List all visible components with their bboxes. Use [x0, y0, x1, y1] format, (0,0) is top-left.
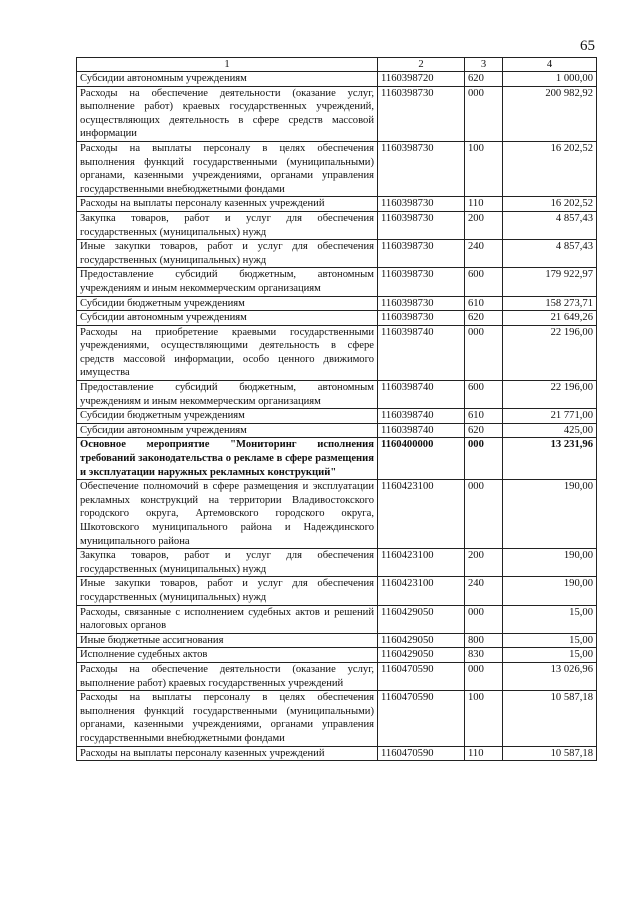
row-code-cell: 1160398730 [378, 268, 465, 296]
row-type-cell: 600 [465, 268, 503, 296]
row-name-cell: Субсидии автономным учреждениям [77, 423, 378, 438]
row-code-cell: 1160398730 [378, 240, 465, 268]
row-code-cell: 1160398740 [378, 325, 465, 380]
row-type-cell: 620 [465, 72, 503, 87]
row-name-cell: Расходы на выплаты персоналу казенных учреждений [77, 746, 378, 761]
row-type-cell: 240 [465, 577, 503, 605]
row-amount-cell: 10 587,18 [503, 746, 597, 761]
table-row [77, 605, 597, 633]
row-amount-cell: 22 196,00 [503, 325, 597, 380]
row-amount-cell: 190,00 [503, 480, 597, 549]
row-code-cell: 1160398740 [378, 381, 465, 409]
table-row [77, 72, 597, 87]
budget-table [76, 57, 597, 761]
row-amount-cell: 158 273,71 [503, 296, 597, 311]
row-type-cell: 200 [465, 211, 503, 239]
row-type-cell: 000 [465, 438, 503, 480]
row-name-cell: Иные бюджетные ассигнования [77, 633, 378, 648]
row-name-cell: Субсидии автономным учреждениям [77, 311, 378, 326]
row-name-cell: Предоставление субсидий бюджетным, автономным учреждениям и иным некоммерческим организациям [77, 268, 378, 296]
table-row [77, 325, 597, 380]
row-code-cell: 1160470590 [378, 691, 465, 746]
row-name-cell: Расходы на обеспечение деятельности (оказание услуг, выполнение работ) краевых государственных учреждений [77, 662, 378, 690]
row-type-cell: 610 [465, 296, 503, 311]
row-type-cell: 000 [465, 605, 503, 633]
row-amount-cell: 15,00 [503, 633, 597, 648]
table-row [77, 648, 597, 663]
page-number: 65 [580, 38, 595, 54]
row-type-cell: 000 [465, 480, 503, 549]
table-row [77, 211, 597, 239]
row-name-cell: Расходы на выплаты персоналу в целях обеспечения выполнения функций государственными (муниципальными) органами, казенными учреждениями, органами управления государственными внебюджетными фондами [77, 691, 378, 746]
row-code-cell: 1160398730 [378, 86, 465, 141]
row-amount-cell: 200 982,92 [503, 86, 597, 141]
row-type-cell: 620 [465, 423, 503, 438]
table-row [77, 197, 597, 212]
row-code-cell: 1160398730 [378, 311, 465, 326]
row-name-cell: Иные закупки товаров, работ и услуг для обеспечения государственных (муниципальных) нужд [77, 240, 378, 268]
table-row [77, 746, 597, 761]
row-name-cell: Субсидии бюджетным учреждениям [77, 409, 378, 424]
row-amount-cell: 190,00 [503, 577, 597, 605]
row-type-cell: 000 [465, 86, 503, 141]
row-code-cell: 1160398720 [378, 72, 465, 87]
header-amount-column: 4 [503, 58, 597, 72]
table-row [77, 311, 597, 326]
row-type-cell: 800 [465, 633, 503, 648]
row-code-cell: 1160398740 [378, 409, 465, 424]
row-name-cell: Предоставление субсидий бюджетным, автономным учреждениям и иным некоммерческим организациям [77, 381, 378, 409]
row-code-cell: 1160429050 [378, 633, 465, 648]
row-amount-cell: 4 857,43 [503, 240, 597, 268]
table-row [77, 240, 597, 268]
table-row [77, 381, 597, 409]
row-name-cell: Исполнение судебных актов [77, 648, 378, 663]
row-amount-cell: 21 771,00 [503, 409, 597, 424]
table-row [77, 268, 597, 296]
table-row [77, 549, 597, 577]
table-row [77, 480, 597, 549]
row-type-cell: 240 [465, 240, 503, 268]
row-code-cell: 1160423100 [378, 480, 465, 549]
row-amount-cell: 22 196,00 [503, 381, 597, 409]
row-type-cell: 000 [465, 325, 503, 380]
row-name-cell: Расходы на обеспечение деятельности (оказание услуг, выполнение работ) краевых государственных учреждений, осуществляющих деятельность в сфере средств массовой информации [77, 86, 378, 141]
row-code-cell: 1160470590 [378, 746, 465, 761]
row-name-cell: Расходы, связанные с исполнением судебных актов и решений налоговых органов [77, 605, 378, 633]
row-type-cell: 100 [465, 141, 503, 196]
row-code-cell: 1160470590 [378, 662, 465, 690]
table-row [77, 409, 597, 424]
row-amount-cell: 4 857,43 [503, 211, 597, 239]
row-amount-cell: 16 202,52 [503, 197, 597, 212]
row-name-cell: Расходы на приобретение краевыми государственными учреждениями, осуществляющими деятельность в сфере средств массовой информации, особо ценного движимого имущества [77, 325, 378, 380]
row-code-cell: 1160423100 [378, 577, 465, 605]
table-row [77, 438, 597, 480]
table-body [77, 72, 597, 761]
row-code-cell: 1160398730 [378, 296, 465, 311]
row-amount-cell: 16 202,52 [503, 141, 597, 196]
row-code-cell: 1160398730 [378, 211, 465, 239]
table-row [77, 141, 597, 196]
row-code-cell: 1160398740 [378, 423, 465, 438]
row-code-cell: 1160423100 [378, 549, 465, 577]
header-type-column: 3 [465, 58, 503, 72]
row-code-cell: 1160398730 [378, 197, 465, 212]
row-type-cell: 830 [465, 648, 503, 663]
row-amount-cell: 10 587,18 [503, 691, 597, 746]
table-row [77, 691, 597, 746]
row-code-cell: 1160429050 [378, 648, 465, 663]
row-code-cell: 1160400000 [378, 438, 465, 480]
row-name-cell: Обеспечение полномочий в сфере размещения и эксплуатации рекламных конструкций на территории Владивостокского городского округа, Артемовского городского округа, Шкотовского муниципального района и Надеждинского муниципального района [77, 480, 378, 549]
row-amount-cell: 13 231,96 [503, 438, 597, 480]
row-amount-cell: 179 922,97 [503, 268, 597, 296]
row-amount-cell: 190,00 [503, 549, 597, 577]
row-amount-cell: 15,00 [503, 648, 597, 663]
row-name-cell: Расходы на выплаты персоналу в целях обеспечения выполнения функций государственными (муниципальными) органами, казенными учреждениями, органами управления государственными внебюджетными фондами [77, 141, 378, 196]
row-amount-cell: 1 000,00 [503, 72, 597, 87]
table-row [77, 577, 597, 605]
row-amount-cell: 15,00 [503, 605, 597, 633]
row-amount-cell: 21 649,26 [503, 311, 597, 326]
row-name-cell: Закупка товаров, работ и услуг для обеспечения государственных (муниципальных) нужд [77, 549, 378, 577]
row-name-cell: Основное мероприятие "Мониторинг исполнения требований законодательства о рекламе в сфере размещения и эксплуатации наружных рекламных конструкций" [77, 438, 378, 480]
row-type-cell: 100 [465, 691, 503, 746]
row-name-cell: Субсидии автономным учреждениям [77, 72, 378, 87]
row-type-cell: 000 [465, 662, 503, 690]
row-type-cell: 110 [465, 746, 503, 761]
header-code-column: 2 [378, 58, 465, 72]
row-type-cell: 610 [465, 409, 503, 424]
row-name-cell: Расходы на выплаты персоналу казенных учреждений [77, 197, 378, 212]
table-row [77, 662, 597, 690]
row-name-cell: Закупка товаров, работ и услуг для обеспечения государственных (муниципальных) нужд [77, 211, 378, 239]
header-row [77, 58, 597, 72]
table-row [77, 86, 597, 141]
row-amount-cell: 13 026,96 [503, 662, 597, 690]
row-amount-cell: 425,00 [503, 423, 597, 438]
row-name-cell: Иные закупки товаров, работ и услуг для обеспечения государственных (муниципальных) нужд [77, 577, 378, 605]
row-name-cell: Субсидии бюджетным учреждениям [77, 296, 378, 311]
row-code-cell: 1160429050 [378, 605, 465, 633]
table-row [77, 296, 597, 311]
row-type-cell: 620 [465, 311, 503, 326]
table-row [77, 423, 597, 438]
header-name-column: 1 [77, 58, 378, 72]
table-row [77, 633, 597, 648]
row-code-cell: 1160398730 [378, 141, 465, 196]
row-type-cell: 110 [465, 197, 503, 212]
row-type-cell: 200 [465, 549, 503, 577]
row-type-cell: 600 [465, 381, 503, 409]
